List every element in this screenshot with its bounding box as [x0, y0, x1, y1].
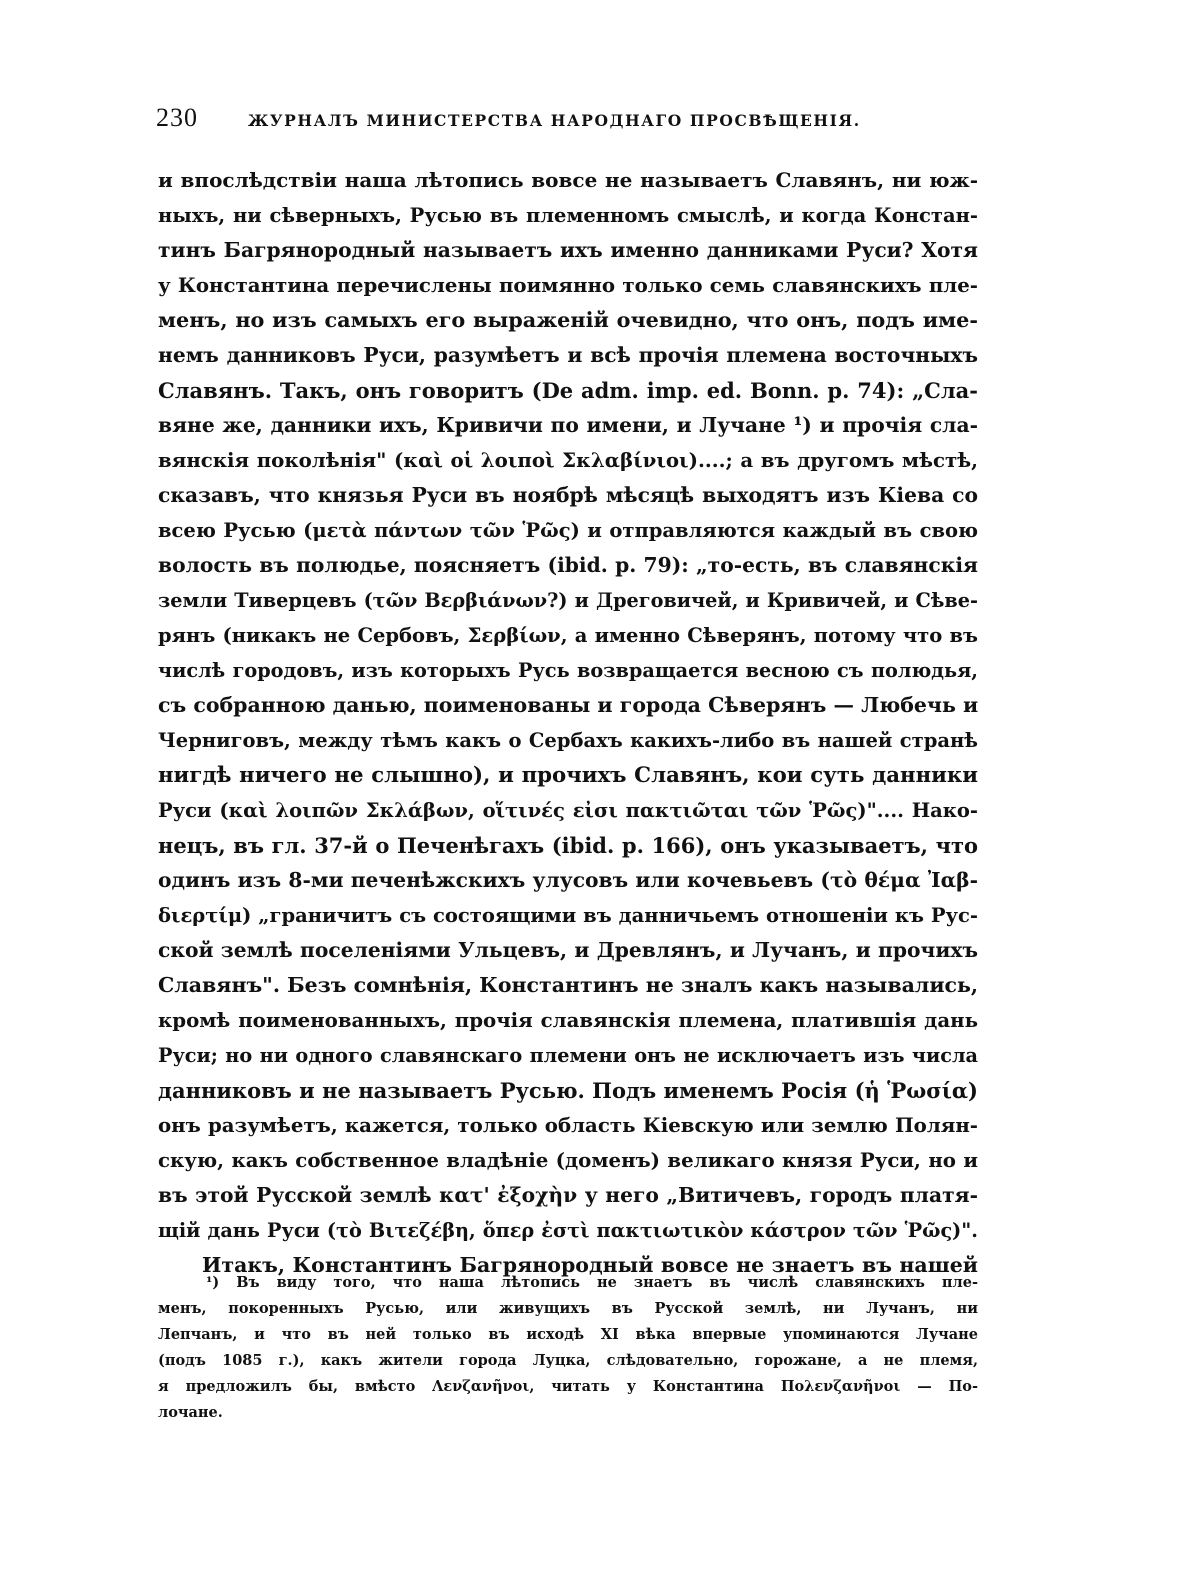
text-line: менъ, но изъ самыхъ его выраженій очевидно, что онъ, подъ име-	[158, 308, 978, 332]
text-line: Славянъ". Безъ сомнѣнія, Константинъ не зналъ какъ назывались,	[158, 973, 978, 997]
text-line: Руси; но ни одного славянскаго племени онъ не исключаетъ изъ числа	[158, 1044, 978, 1067]
footnote-line: я предложилъ бы, вмѣсто Λενζανῆνοι, читать у Константина Πολενζανῆνοι — По-	[158, 1378, 978, 1395]
text-line: διερτίμ) „граничитъ съ состоящими въ данничьемъ отношеніи къ Рус-	[158, 904, 978, 927]
text-line: сказавъ, что князья Руси въ ноябрѣ мѣсяцѣ выходятъ изъ Кіева со	[158, 483, 978, 507]
text-line: ской землѣ поселеніями Ульцевъ, и Древлянъ, и Лучанъ, и прочихъ	[158, 938, 978, 962]
text-line: щій дань Руси (τὸ Βιτεζέβη, ὅπερ ἐστὶ πακτιωτικὸν κάστρον τῶν Ῥῶς)".	[158, 1219, 978, 1242]
text-line: земли Тиверцевъ (τῶν Βερβιάνων?) и Дреговичей, и Кривичей, и Сѣве-	[158, 589, 978, 612]
page-number: 230	[156, 103, 198, 132]
page-header	[156, 103, 976, 139]
text-line: Черниговъ, между тѣмъ какъ о Сербахъ какихъ-либо въ нашей странѣ	[158, 729, 978, 752]
text-line: Итакъ, Константинъ Багрянородный вовсе не знаетъ въ нашей	[202, 1253, 978, 1277]
text-line: Руси (καὶ λοιπῶν Σκλάβων, οἵτινές εἰσι πακτιῶται τῶν Ῥῶς)".... Нако-	[158, 799, 978, 822]
running-title: ЖУРНАЛЪ МИНИСТЕРСТВА НАРОДНАГО ПРОСВѢЩЕНІЯ.	[248, 111, 861, 130]
text-line: немъ данниковъ Руси, разумѣетъ и всѣ прочія племена восточныхъ	[158, 343, 978, 367]
footnotes	[158, 1270, 978, 1426]
text-line: онъ разумѣетъ, кажется, только область Кіевскую или землю Полян-	[158, 1113, 978, 1137]
text-line: всею Русью (μετὰ πάντων τῶν Ῥῶς) и отправляются каждый въ свою	[158, 519, 978, 542]
body-text	[158, 163, 978, 1283]
text-line: одинъ изъ 8-ми печенѣжскихъ улусовъ или кочевьевъ (τὸ θέμα Ἰαβ-	[158, 868, 978, 892]
footnote-line: менъ, покоренныхъ Русью, или живущихъ въ Русской землѣ, ни Лучанъ, ни	[158, 1300, 978, 1317]
text-line: рянъ (никакъ не Сербовъ, Σερβίων, а именно Сѣверянъ, потому что въ	[158, 624, 978, 647]
text-line: скую, какъ собственное владѣніе (доменъ) великаго князя Руси, но и	[158, 1148, 978, 1172]
text-line: и впослѣдствіи наша лѣтопись вовсе не называетъ Славянъ, ни юж-	[158, 168, 978, 192]
text-line: вяне же, данники ихъ, Кривичи по имени, и Лучане ¹) и прочія сла-	[158, 413, 978, 437]
text-line: въ этой Русской землѣ κατ' ἐξοχὴν у него „Витичевъ, городъ платя-	[158, 1183, 978, 1207]
text-line: числѣ городовъ, изъ которыхъ Русь возвращается весною съ полюдья,	[158, 659, 978, 682]
text-line: тинъ Багрянородный называетъ ихъ именно данниками Руси? Хотя	[158, 238, 978, 262]
text-line: вянскія поколѣнія" (καὶ οἱ λοιποὶ Σκλαβίνιοι)....; а въ другомъ мѣстѣ,	[158, 448, 978, 472]
text-line: нигдѣ ничего не слышно), и прочихъ Славянъ, кои суть данники	[158, 763, 978, 788]
footnote-line: (подъ 1085 г.), какъ жители города Луцка, слѣдовательно, горожане, а не племя,	[158, 1352, 978, 1369]
text-line: нецъ, въ гл. 37-й о Печенѣгахъ (ibid. p. 166), онъ указываетъ, что	[158, 833, 978, 858]
text-line: волость въ полюдье, поясняетъ (ibid. p. 79): „то-есть, въ славянскія	[158, 553, 978, 577]
text-line: ныхъ, ни сѣверныхъ, Русью въ племенномъ смыслѣ, и когда Констан-	[158, 204, 978, 227]
text-line: данниковъ и не называетъ Русью. Подъ именемъ Росія (ἡ Ῥωσία)	[158, 1078, 978, 1103]
text-line: у Константина перечислены поимянно только семь славянскихъ пле-	[158, 273, 978, 297]
text-line: Славянъ. Такъ, онъ говоритъ (De adm. imp. ed. Bonn. p. 74): „Сла-	[158, 378, 978, 403]
footnote-line: лочане.	[158, 1404, 223, 1421]
text-line: кромѣ поименованныхъ, прочія славянскія племена, платившія дань	[158, 1008, 978, 1032]
footnote-line: Лепчанъ, и что въ ней только въ исходѣ XI вѣка впервые упоминаются Лучане	[158, 1326, 978, 1343]
footnote-line: ¹) Въ виду того, что наша лѣтопись не знаетъ въ числѣ славянскихъ пле-	[206, 1274, 978, 1291]
text-line: съ собранною данью, поименованы и города Сѣверянъ — Любечь и	[158, 693, 978, 717]
